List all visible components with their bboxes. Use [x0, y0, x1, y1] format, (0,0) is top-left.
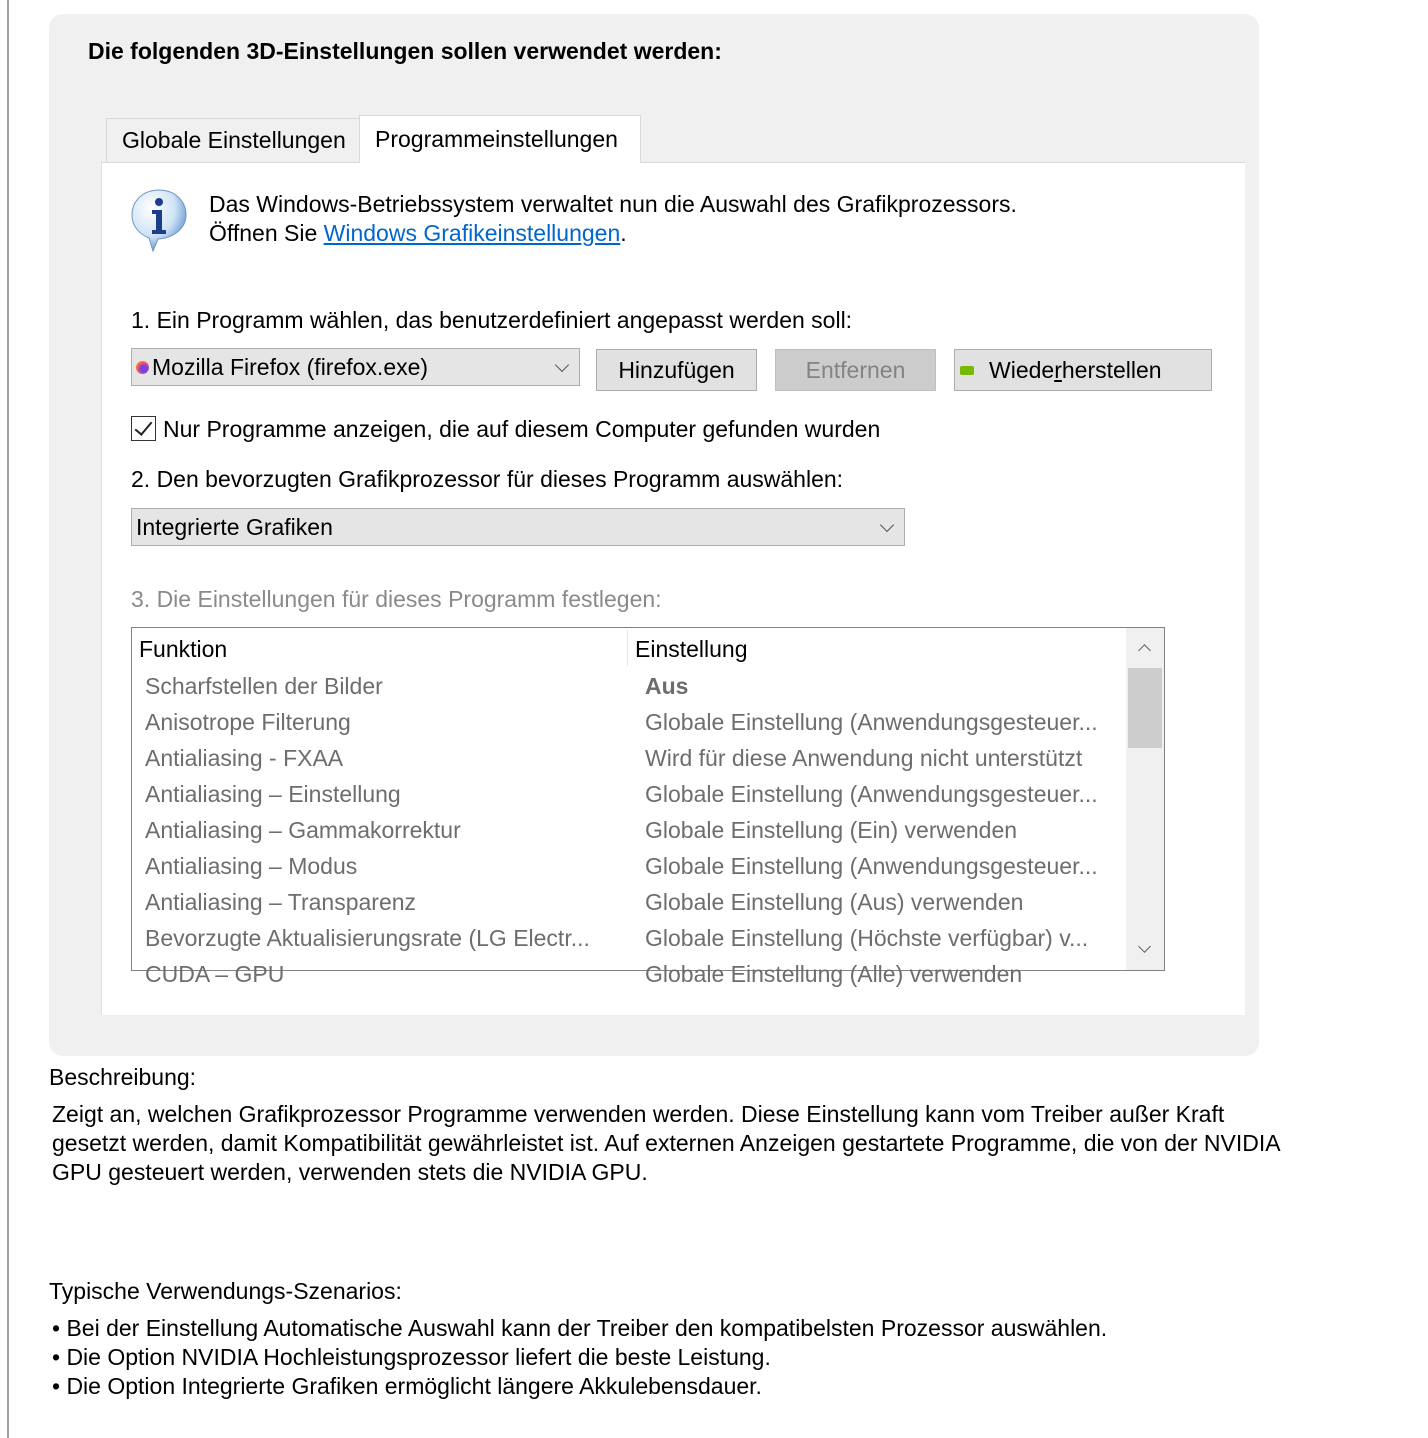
window-border	[7, 0, 9, 1438]
function-cell: Antialiasing – Transparenz	[145, 889, 417, 915]
info-message	[209, 190, 1017, 248]
restore-label-2: r	[1054, 356, 1062, 383]
function-cell: Antialiasing – Einstellung	[145, 781, 401, 807]
function-cell: Antialiasing – Modus	[145, 853, 358, 879]
step2-label: 2. Den bevorzugten Grafikprozessor für dieses Programm auswählen:	[131, 466, 844, 492]
settings-table	[131, 627, 1165, 987]
info-icon	[130, 188, 188, 252]
column-divider[interactable]	[627, 630, 628, 666]
tab-program-settings[interactable]: Programmeinstellungen	[359, 115, 641, 163]
setting-cell: Globale Einstellung (Anwendungsgesteuer...	[645, 709, 1098, 735]
setting-cell: Globale Einstellung (Höchste verfügbar) v...	[645, 925, 1089, 951]
scroll-down-icon[interactable]	[1138, 940, 1151, 953]
function-cell: Scharfstellen der Bilder	[145, 673, 383, 699]
description-text: Zeigt an, welchen Grafikprozessor Programme verwenden werden. Diese Einstellung kann vom Treiber außer Kraft gesetzt werden, damit Kompatibilität gewährleistet ist. Auf externen Anzeigen gestartete Programme, die von der NVIDIA GPU gesteuert werden, verwenden stets die NVIDIA GPU.	[52, 1101, 1280, 1185]
remove-button[interactable]: Entfernen	[775, 349, 936, 391]
scroll-up-icon[interactable]	[1138, 644, 1151, 657]
firefox-icon	[136, 361, 149, 374]
scenario-item: • Die Option Integrierte Grafiken ermöglicht längere Akkulebensdauer.	[52, 1373, 762, 1399]
setting-cell: Globale Einstellung (Ein) verwenden	[645, 817, 1018, 843]
info-line: Das Windows-Betriebssystem verwaltet nun die Auswahl des Grafikprozessors.	[209, 191, 1017, 217]
step1-label: 1. Ein Programm wählen, das benutzerdefiniert angepasst werden soll:	[131, 307, 853, 333]
tab-global-settings[interactable]: Globale Einstellungen	[106, 118, 362, 162]
show-found-programs-checkbox[interactable]	[131, 416, 156, 441]
nvidia-icon	[960, 366, 974, 375]
chevron-down-icon	[555, 358, 569, 372]
setting-cell: Globale Einstellung (Aus) verwenden	[645, 889, 1024, 915]
gpu-select[interactable]	[131, 508, 905, 546]
column-header-function[interactable]: Funktion	[139, 636, 228, 662]
scenarios-label: Typische Verwendungs-Szenarios:	[49, 1278, 402, 1304]
function-cell: CUDA – GPU	[145, 961, 285, 987]
scrollbar-thumb[interactable]	[1128, 668, 1162, 748]
table-row[interactable]	[132, 921, 1125, 957]
table-row[interactable]	[132, 849, 1125, 885]
scrollbar[interactable]	[1126, 628, 1164, 970]
restore-label-1: Wiede	[989, 356, 1055, 383]
info-prefix: Öffnen Sie	[209, 220, 324, 246]
chevron-down-icon	[880, 518, 894, 532]
setting-cell: Aus	[645, 673, 689, 699]
function-cell: Antialiasing – Gammakorrektur	[145, 817, 461, 843]
page-title: Die folgenden 3D-Einstellungen sollen verwendet werden:	[88, 38, 722, 64]
program-select[interactable]	[131, 348, 580, 386]
column-header-setting[interactable]: Einstellung	[635, 636, 748, 662]
table-row[interactable]	[132, 741, 1125, 777]
setting-cell: Globale Einstellung (Alle) verwenden	[645, 961, 1023, 987]
scenario-item: • Bei der Einstellung Automatische Auswahl kann der Treiber den kompatibelsten Prozessor auswählen.	[52, 1315, 1108, 1341]
table-row[interactable]	[132, 777, 1125, 813]
checkbox-label[interactable]: Nur Programme anzeigen, die auf diesem Computer gefunden wurden	[163, 416, 881, 442]
table-row[interactable]	[132, 885, 1125, 921]
add-button[interactable]: Hinzufügen	[596, 349, 757, 391]
scenario-item: • Die Option NVIDIA Hochleistungsprozessor liefert die beste Leistung.	[52, 1344, 771, 1370]
setting-cell: Globale Einstellung (Anwendungsgesteuer...	[645, 853, 1098, 879]
info-suffix: .	[620, 220, 627, 246]
table-row[interactable]	[132, 957, 1125, 993]
function-cell: Anisotrope Filterung	[145, 709, 351, 735]
restore-label-3: herstellen	[1061, 356, 1162, 383]
table-row[interactable]	[132, 813, 1125, 849]
gpu-select-value: Integrierte Grafiken	[136, 513, 333, 540]
function-cell: Bevorzugte Aktualisierungsrate (LG Electr...	[145, 925, 590, 951]
description-label: Beschreibung:	[49, 1064, 197, 1090]
setting-cell: Globale Einstellung (Anwendungsgesteuer...	[645, 781, 1098, 807]
step3-label: 3. Die Einstellungen für dieses Programm festlegen:	[131, 586, 662, 612]
function-cell: Antialiasing - FXAA	[145, 745, 344, 771]
table-header	[132, 628, 1125, 668]
restore-button[interactable]	[954, 349, 1212, 391]
setting-cell: Wird für diese Anwendung nicht unterstützt	[645, 745, 1083, 771]
program-select-value: Mozilla Firefox (firefox.exe)	[152, 353, 429, 380]
table-row[interactable]	[132, 705, 1125, 741]
table-row[interactable]	[132, 669, 1125, 705]
windows-graphics-settings-link[interactable]: Windows Grafikeinstellungen	[323, 220, 621, 246]
